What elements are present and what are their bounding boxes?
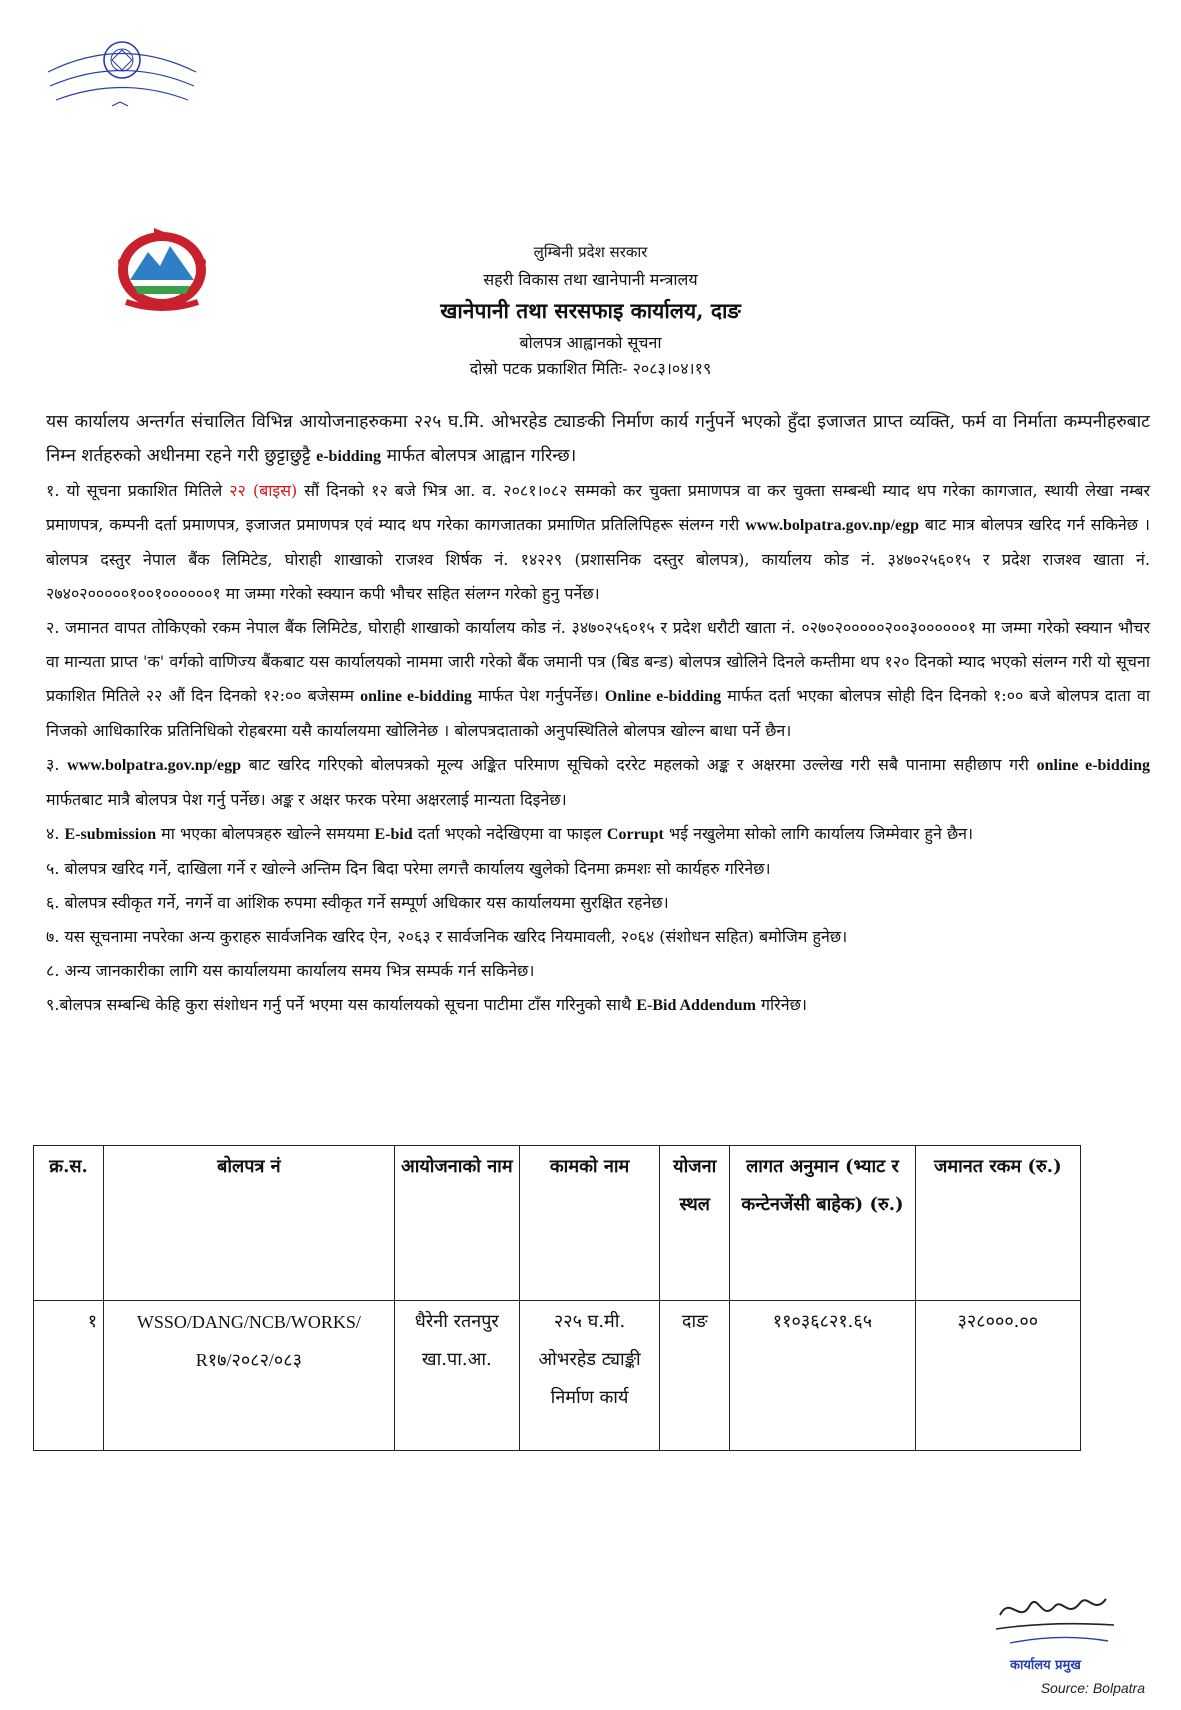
clause-2-text-2: मार्फत पेश गर्नुपर्नेछ।	[471, 686, 605, 705]
intro-paragraph	[46, 405, 1150, 474]
clause-4-bold-2: E-bid	[374, 826, 413, 843]
header-work: कामको नाम	[519, 1146, 659, 1301]
province-name: लुम्बिनी प्रदेश सरकार	[533, 243, 648, 261]
clause-1-text-3: बाट मात्र बोलपत्र खरिद गर्न सकिनेछ । बोलपत्र दस्तुर नेपाल बैंक लिमिटेड, घोराही शाखाको राजश्व शिर्षक नं. १४२२९ (प्रशासनिक दस्तुर बोलपत्र), कार्यालय कोड नं. ३४७०२५६०१५ र प्रदेश राजश्व खाता नं. २७४०२०००००१००१००००००१ मा जम्मा गरेको स्क्यान कपी भौचर सहित संलग्न गरेको हुनु पर्नेछ।	[46, 515, 1150, 603]
clause-3-bold: online e-bidding	[1036, 757, 1151, 774]
notice-title: बोलपत्र आह्वानको सूचना	[519, 333, 662, 352]
clause-6: ६. बोलपत्र स्वीकृत गर्ने, नगर्ने वा आंशिक रुपमा स्वीकृत गर्ने सम्पूर्ण अधिकार यस कार्यालयमा सुरक्षित रहनेछ।	[46, 893, 669, 912]
intro-text-end: मार्फत बोलपत्र आह्वान गरिन्छ।	[381, 446, 577, 466]
clause-9	[46, 988, 1150, 1023]
clause-9-text-2: गरिनेछ।	[755, 995, 807, 1014]
clause-4-text-3: भई नखुलेमा सोको लागि कार्यालय जिम्मेवार हुने छैन।	[663, 824, 974, 843]
clause-1-text: १. यो सूचना प्रकाशित मितिले	[46, 481, 230, 500]
header-location: योजना स्थल	[660, 1146, 730, 1301]
header-estimate: लागत अनुमान (भ्याट र कन्टेनजेंसी बाहेक) (रु.)	[730, 1146, 915, 1301]
bolpatra-link-2[interactable]: www.bolpatra.gov.np/egp	[67, 757, 241, 774]
header-security: जमानत रकम (रु.)	[915, 1146, 1080, 1301]
clause-7: ७. यस सूचनामा नपरेका अन्य कुराहरु सार्वजनिक खरिद ऐन, २०६३ र सार्वजनिक खरिद नियमावली, २०६४ (संशोधन सहित) बमोजिम हुनेछ।	[46, 927, 848, 946]
document-header	[0, 240, 1181, 381]
publish-date: दोस्रो पटक प्रकाशित मितिः- २०८३।०४।१९	[469, 359, 712, 378]
header-sn: क्र.स.	[34, 1146, 104, 1301]
cell-security: ३२८०००.००	[915, 1301, 1080, 1451]
ministry-name: सहरी विकास तथा खानेपानी मन्त्रालय	[483, 270, 698, 289]
office-stamp-icon	[42, 30, 202, 110]
clause-4-text: मा भएका बोलपत्रहरु खोल्ने समयमा	[156, 824, 375, 843]
signature-caption: कार्यालय प्रमुख	[1010, 1658, 1081, 1673]
clause-2-bold-2: Online e-bidding	[604, 688, 722, 705]
clause-4	[46, 817, 1150, 852]
table-row	[34, 1301, 1081, 1451]
clause-1-text-2: सौं दिनको १२ बजे भित्र आ. व. २०८१।०८२ सम्मको कर चुक्ता प्रमाणपत्र वा कर चुक्ता सम्बन्धी म्याद थप गरेका कागजात, स्थायी लेखा नम्बर प्रमाणपत्र, कम्पनी दर्ता प्रमाणपत्र, इजाजत प्रमाणपत्र एवं म्याद थप गरेका कागजातका प्रमाणित प्रतिलिपिहरू संलग्न गरी	[46, 481, 1151, 534]
clause-3-num: ३.	[46, 755, 68, 774]
clause-2	[46, 611, 1150, 748]
notice-body	[46, 405, 1150, 1023]
clause-5: ५. बोलपत्र खरिद गर्ने, दाखिला गर्ने र खोल्ने अन्तिम दिन बिदा परेमा लगत्तै कार्यालय खुलेको दिनमा क्रमशः सो कार्यहरु गरिनेछ।	[46, 859, 771, 878]
clause-3-text: बाट खरिद गरिएको बोलपत्रको मूल्य अङ्कित परिमाण सूचिको दररेट महलको अङ्क र अक्षरमा उल्लेख गरी सबै पानामा सहीछाप गरी	[240, 755, 1037, 774]
clause-9-bold: E-Bid Addendum	[636, 997, 756, 1014]
bid-table	[33, 1145, 1081, 1451]
clause-4-num: ४.	[46, 824, 65, 843]
intro-bold: e-bidding	[316, 448, 382, 465]
clause-8: ८. अन्य जानकारीका लागि यस कार्यालयमा कार्यालय समय भित्र सम्पर्क गर्न सकिनेछ।	[46, 961, 535, 980]
office-name: खानेपानी तथा सरसफाइ कार्यालय, दाङ	[440, 298, 741, 323]
clause-4-text-2: दर्ता भएको नदेखिएमा वा फाइल	[412, 824, 607, 843]
clause-4-bold-1: E-submission	[64, 826, 157, 843]
cell-bid-no: WSSO/DANG/NCB/WORKS/ R१७/२०८२/०८३	[104, 1301, 395, 1451]
cell-location: दाङ	[660, 1301, 730, 1451]
table-header-row	[34, 1146, 1081, 1301]
clause-1	[46, 474, 1150, 611]
source-credit: Source: Bolpatra	[1040, 1680, 1145, 1696]
clause-1-days: २२ (बाइस)	[229, 481, 298, 500]
header-project: आयोजनाको नाम	[394, 1146, 519, 1301]
cell-work: २२५ घ.मी. ओभरहेड ट्याङ्की निर्माण कार्य	[519, 1301, 659, 1451]
clause-9-text: ९.बोलपत्र सम्बन्धि केहि कुरा संशोधन गर्नु पर्ने भएमा यस कार्यालयको सूचना पाटीमा टाँस गरिनुको साथै	[46, 995, 637, 1014]
cell-project: धैरेनी रतनपुर खा.पा.आ.	[394, 1301, 519, 1451]
clause-3-text-2: मार्फतबाट मात्रै बोलपत्र पेश गर्नु पर्नेछ। अङ्क र अक्षर फरक परेमा अक्षरलाई मान्यता दिइनेछ।	[46, 790, 567, 809]
cell-estimate: ११०३६८२१.६५	[730, 1301, 915, 1451]
clause-2-bold-1: online e-bidding	[360, 688, 472, 705]
header-bid-no: बोलपत्र नं	[104, 1146, 395, 1301]
cell-sn: १	[34, 1301, 104, 1451]
bolpatra-link[interactable]: www.bolpatra.gov.np/egp	[745, 517, 919, 534]
intro-text: यस कार्यालय अन्तर्गत संचालित विभिन्न आयोजनाहरुकमा २२५ घ.मि. ओभरहेड ट्याङकी निर्माण कार्य गर्नुपर्ने भएको हुँदा इजाजत प्राप्त व्यक्ति, फर्म वा निर्माता कम्पनीहरुबाट निम्न शर्तहरुको अधीनमा रहने गरी छुट्टाछुट्टै	[46, 412, 1150, 466]
clause-3	[46, 748, 1150, 817]
clause-4-bold-3: Corrupt	[606, 826, 664, 843]
clause-2-text-3: मार्फत दर्ता भएका बोलपत्र सोही दिन दिनको १:०० बजे बोलपत्र दाता वा निजको आधिकारिक प्रतिनिधिको रोहबरमा यसै कार्यालयमा खोलिनेछ । बोलपत्रदाताको अनुपस्थितिले बोलपत्र खोल्न बाधा पर्ने छैन।	[46, 686, 1150, 740]
clause-2-text: २. जमानत वापत तोकिएको रकम नेपाल बैंक लिमिटेड, घोराही शाखाको कार्यालय कोड नं. ३४७०२५६०१५ र प्रदेश धरौटी खाता नं. ०२७०२०००००२००३००००००१ मा जम्मा गरेको स्क्यान भौचर वा मान्यता प्राप्त 'क' वर्गको वाणिज्य बैंकबाट यस कार्यालयको नाममा जारी गरेको बैंक जमानी पत्र (बिड बन्ड) बोलपत्र खोलिने दिनले कम्तीमा थप १२० दिनको म्याद भएको संलग्न गरी यो सूचना प्रकाशित मितिले २२ औं दिन दिनको १२:०० बजेसम्म	[46, 618, 1150, 705]
